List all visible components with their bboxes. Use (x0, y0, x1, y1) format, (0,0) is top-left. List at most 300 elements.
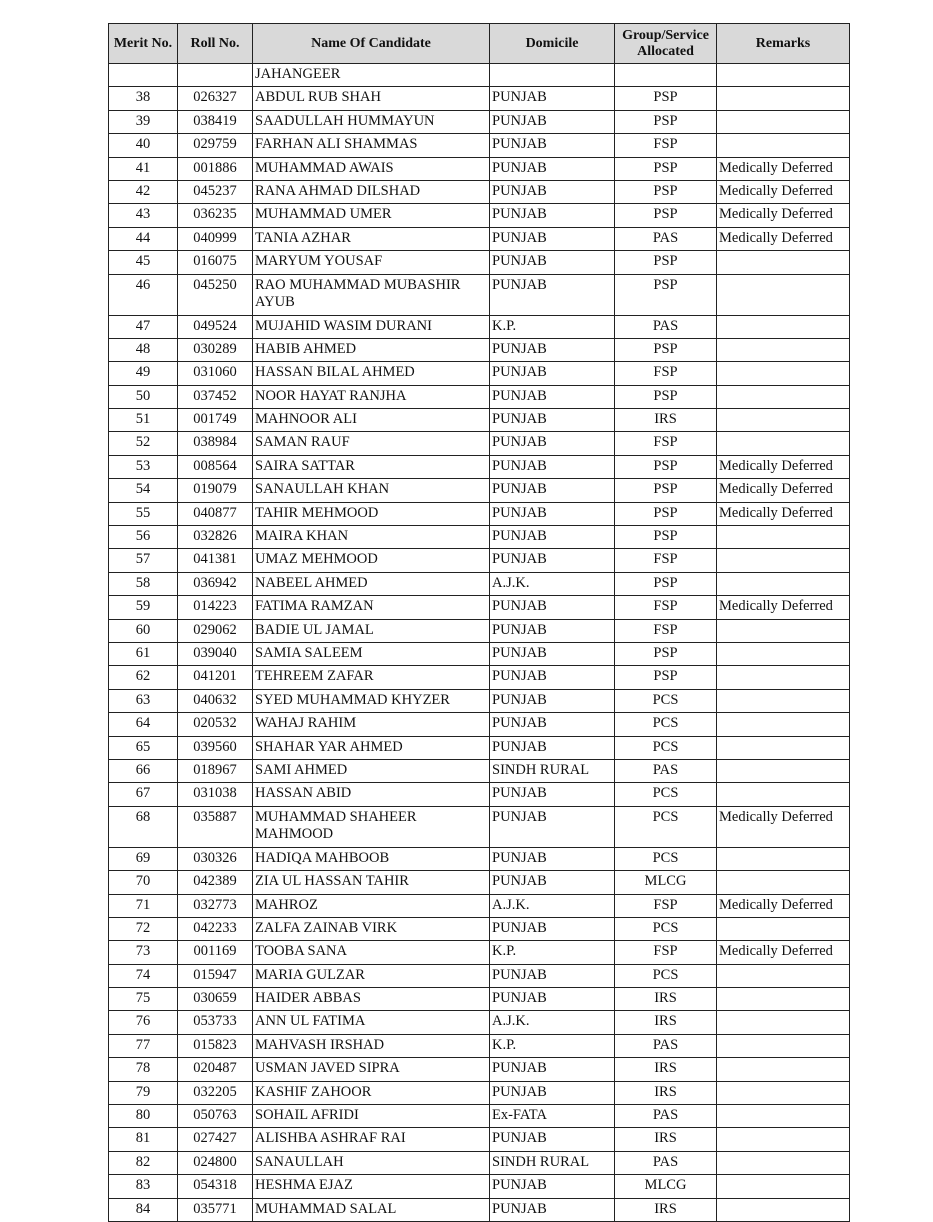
candidate-name-cell: FARHAN ALI SHAMMAS (253, 134, 490, 157)
merit-no-cell: 41 (109, 157, 178, 180)
merit-no-cell: 83 (109, 1175, 178, 1198)
table-row (109, 134, 850, 157)
domicile-cell: PUNJAB (490, 385, 615, 408)
roll-no-cell: 015823 (178, 1034, 253, 1057)
merit-no-cell: 57 (109, 549, 178, 572)
remarks-cell: Medically Deferred (717, 806, 850, 847)
domicile-cell: PUNJAB (490, 666, 615, 689)
domicile-cell: A.J.K. (490, 894, 615, 917)
merit-no-cell: 65 (109, 736, 178, 759)
candidate-name-cell: HAIDER ABBAS (253, 988, 490, 1011)
merit-no-cell: 84 (109, 1198, 178, 1221)
roll-no-cell: 018967 (178, 759, 253, 782)
group-service-cell: PCS (615, 917, 717, 940)
merit-no-cell: 54 (109, 479, 178, 502)
table-row (109, 941, 850, 964)
remarks-cell: Medically Deferred (717, 455, 850, 478)
candidate-name-cell: NOOR HAYAT RANJHA (253, 385, 490, 408)
roll-no-cell: 039040 (178, 642, 253, 665)
group-service-cell: PSP (615, 157, 717, 180)
candidate-name-cell: TAHIR MEHMOOD (253, 502, 490, 525)
candidate-name-cell: HADIQA MAHBOOB (253, 847, 490, 870)
roll-no-cell: 039560 (178, 736, 253, 759)
remarks-cell (717, 871, 850, 894)
remarks-cell (717, 736, 850, 759)
merit-no-cell: 80 (109, 1105, 178, 1128)
group-service-cell: FSP (615, 941, 717, 964)
remarks-cell (717, 1081, 850, 1104)
table-row (109, 642, 850, 665)
table-row (109, 479, 850, 502)
merit-no-cell: 38 (109, 87, 178, 110)
table-row (109, 736, 850, 759)
merit-no-cell: 70 (109, 871, 178, 894)
table-row (109, 362, 850, 385)
header-group-service: Group/Service Allocated (615, 24, 717, 64)
candidate-name-cell: HABIB AHMED (253, 338, 490, 361)
merit-no-cell: 68 (109, 806, 178, 847)
merit-no-cell: 51 (109, 409, 178, 432)
roll-no-cell: 041381 (178, 549, 253, 572)
group-service-cell: FSP (615, 432, 717, 455)
roll-no-cell: 038984 (178, 432, 253, 455)
table-row (109, 409, 850, 432)
candidate-name-cell: MUHAMMAD SHAHEER MAHMOOD (253, 806, 490, 847)
merit-no-cell: 76 (109, 1011, 178, 1034)
roll-no-cell: 031038 (178, 783, 253, 806)
group-service-cell: MLCG (615, 1175, 717, 1198)
group-service-cell: PSP (615, 479, 717, 502)
roll-no-cell: 001749 (178, 409, 253, 432)
domicile-cell: PUNJAB (490, 157, 615, 180)
merit-no-cell: 72 (109, 917, 178, 940)
group-service-cell: FSP (615, 549, 717, 572)
group-service-cell: PSP (615, 455, 717, 478)
roll-no-cell: 019079 (178, 479, 253, 502)
table-row (109, 964, 850, 987)
roll-no-cell: 001886 (178, 157, 253, 180)
domicile-cell: PUNJAB (490, 274, 615, 315)
group-service-cell: PSP (615, 338, 717, 361)
domicile-cell: K.P. (490, 1034, 615, 1057)
domicile-cell: PUNJAB (490, 227, 615, 250)
merit-no-cell: 71 (109, 894, 178, 917)
table-row (109, 64, 850, 87)
table-row (109, 988, 850, 1011)
group-service-cell: PCS (615, 736, 717, 759)
remarks-cell: Medically Deferred (717, 479, 850, 502)
merit-list-table (108, 23, 850, 1222)
candidate-name-cell: SYED MUHAMMAD KHYZER (253, 689, 490, 712)
merit-no-cell: 59 (109, 596, 178, 619)
table-row (109, 1011, 850, 1034)
roll-no-cell: 045237 (178, 180, 253, 203)
merit-no-cell: 81 (109, 1128, 178, 1151)
roll-no-cell: 035771 (178, 1198, 253, 1221)
remarks-cell (717, 689, 850, 712)
remarks-cell (717, 917, 850, 940)
roll-no-cell: 008564 (178, 455, 253, 478)
domicile-cell: PUNJAB (490, 180, 615, 203)
table-row (109, 596, 850, 619)
roll-no-cell: 032826 (178, 526, 253, 549)
domicile-cell: PUNJAB (490, 847, 615, 870)
table-row (109, 180, 850, 203)
group-service-cell: PCS (615, 713, 717, 736)
remarks-cell: Medically Deferred (717, 157, 850, 180)
remarks-cell (717, 1128, 850, 1151)
group-service-cell: PSP (615, 110, 717, 133)
merit-no-cell: 64 (109, 713, 178, 736)
remarks-cell (717, 64, 850, 87)
roll-no-cell: 031060 (178, 362, 253, 385)
domicile-cell: PUNJAB (490, 338, 615, 361)
remarks-cell (717, 847, 850, 870)
table-row (109, 502, 850, 525)
roll-no-cell: 024800 (178, 1151, 253, 1174)
table-row (109, 1198, 850, 1221)
table-row (109, 1151, 850, 1174)
candidate-name-cell: MARYUM YOUSAF (253, 251, 490, 274)
merit-no-cell: 46 (109, 274, 178, 315)
remarks-cell (717, 110, 850, 133)
merit-no-cell: 60 (109, 619, 178, 642)
merit-no-cell: 55 (109, 502, 178, 525)
roll-no-cell: 001169 (178, 941, 253, 964)
candidate-name-cell: ABDUL RUB SHAH (253, 87, 490, 110)
domicile-cell: PUNJAB (490, 964, 615, 987)
domicile-cell: PUNJAB (490, 502, 615, 525)
domicile-cell: PUNJAB (490, 619, 615, 642)
header-merit-no: Merit No. (109, 24, 178, 64)
candidate-name-cell: WAHAJ RAHIM (253, 713, 490, 736)
table-row (109, 689, 850, 712)
table-row (109, 315, 850, 338)
table-row (109, 110, 850, 133)
domicile-cell: PUNJAB (490, 1081, 615, 1104)
roll-no-cell: 035887 (178, 806, 253, 847)
remarks-cell (717, 362, 850, 385)
roll-no-cell: 020487 (178, 1058, 253, 1081)
table-row (109, 274, 850, 315)
table-row (109, 455, 850, 478)
roll-no-cell: 026327 (178, 87, 253, 110)
group-service-cell: PAS (615, 1034, 717, 1057)
table-row (109, 432, 850, 455)
remarks-cell (717, 964, 850, 987)
group-service-cell: PAS (615, 227, 717, 250)
roll-no-cell: 020532 (178, 713, 253, 736)
merit-no-cell: 63 (109, 689, 178, 712)
remarks-cell (717, 409, 850, 432)
remarks-cell (717, 988, 850, 1011)
domicile-cell: PUNJAB (490, 549, 615, 572)
remarks-cell (717, 338, 850, 361)
domicile-cell: PUNJAB (490, 432, 615, 455)
remarks-cell (717, 251, 850, 274)
domicile-cell: SINDH RURAL (490, 759, 615, 782)
remarks-cell (717, 642, 850, 665)
candidate-name-cell: SAADULLAH HUMMAYUN (253, 110, 490, 133)
domicile-cell: PUNJAB (490, 917, 615, 940)
group-service-cell: PAS (615, 759, 717, 782)
merit-no-cell: 49 (109, 362, 178, 385)
candidate-name-cell: MAHROZ (253, 894, 490, 917)
remarks-cell (717, 315, 850, 338)
remarks-cell (717, 619, 850, 642)
header-domicile: Domicile (490, 24, 615, 64)
roll-no-cell: 016075 (178, 251, 253, 274)
candidate-name-cell: TEHREEM ZAFAR (253, 666, 490, 689)
domicile-cell: PUNJAB (490, 455, 615, 478)
candidate-name-cell: SANAULLAH KHAN (253, 479, 490, 502)
group-service-cell: PSP (615, 502, 717, 525)
domicile-cell (490, 64, 615, 87)
header-roll-no: Roll No. (178, 24, 253, 64)
table-row (109, 871, 850, 894)
roll-no-cell: 038419 (178, 110, 253, 133)
candidate-name-cell: HASSAN ABID (253, 783, 490, 806)
domicile-cell: A.J.K. (490, 572, 615, 595)
domicile-cell: PUNJAB (490, 713, 615, 736)
candidate-name-cell: MUHAMMAD AWAIS (253, 157, 490, 180)
remarks-cell (717, 783, 850, 806)
group-service-cell: PSP (615, 274, 717, 315)
group-service-cell: IRS (615, 1198, 717, 1221)
group-service-cell: IRS (615, 988, 717, 1011)
domicile-cell: PUNJAB (490, 1198, 615, 1221)
candidate-name-cell: SAIRA SATTAR (253, 455, 490, 478)
remarks-cell: Medically Deferred (717, 227, 850, 250)
candidate-name-cell: TANIA AZHAR (253, 227, 490, 250)
domicile-cell: PUNJAB (490, 134, 615, 157)
remarks-cell: Medically Deferred (717, 941, 850, 964)
roll-no-cell: 050763 (178, 1105, 253, 1128)
table-row (109, 385, 850, 408)
domicile-cell: PUNJAB (490, 251, 615, 274)
merit-no-cell: 45 (109, 251, 178, 274)
table-row (109, 847, 850, 870)
candidate-name-cell: ALISHBA ASHRAF RAI (253, 1128, 490, 1151)
table-row (109, 526, 850, 549)
candidate-name-cell: HESHMA EJAZ (253, 1175, 490, 1198)
candidate-name-cell: RANA AHMAD DILSHAD (253, 180, 490, 203)
candidate-name-cell: USMAN JAVED SIPRA (253, 1058, 490, 1081)
domicile-cell: PUNJAB (490, 1058, 615, 1081)
table-row (109, 619, 850, 642)
candidate-name-cell: UMAZ MEHMOOD (253, 549, 490, 572)
group-service-cell: FSP (615, 619, 717, 642)
roll-no-cell: 029062 (178, 619, 253, 642)
table-row (109, 1105, 850, 1128)
merit-no-cell: 48 (109, 338, 178, 361)
remarks-cell: Medically Deferred (717, 204, 850, 227)
roll-no-cell: 040877 (178, 502, 253, 525)
table-row (109, 917, 850, 940)
domicile-cell: PUNJAB (490, 642, 615, 665)
merit-no-cell: 53 (109, 455, 178, 478)
remarks-cell (717, 1105, 850, 1128)
candidate-name-cell: FATIMA RAMZAN (253, 596, 490, 619)
merit-no-cell: 56 (109, 526, 178, 549)
table-row (109, 157, 850, 180)
group-service-cell: PSP (615, 251, 717, 274)
domicile-cell: PUNJAB (490, 204, 615, 227)
remarks-cell (717, 87, 850, 110)
domicile-cell: PUNJAB (490, 362, 615, 385)
candidate-name-cell: MUJAHID WASIM DURANI (253, 315, 490, 338)
merit-no-cell: 43 (109, 204, 178, 227)
roll-no-cell: 032205 (178, 1081, 253, 1104)
group-service-cell: PSP (615, 87, 717, 110)
merit-no-cell: 61 (109, 642, 178, 665)
roll-no-cell: 032773 (178, 894, 253, 917)
group-service-cell: PCS (615, 964, 717, 987)
candidate-name-cell: SAMAN RAUF (253, 432, 490, 455)
merit-no-cell: 77 (109, 1034, 178, 1057)
remarks-cell (717, 549, 850, 572)
roll-no-cell: 053733 (178, 1011, 253, 1034)
group-service-cell: PCS (615, 806, 717, 847)
roll-no-cell: 037452 (178, 385, 253, 408)
remarks-cell (717, 1175, 850, 1198)
group-service-cell: IRS (615, 1081, 717, 1104)
candidate-name-cell: TOOBA SANA (253, 941, 490, 964)
roll-no-cell: 036235 (178, 204, 253, 227)
remarks-cell (717, 1198, 850, 1221)
candidate-name-cell: ZALFA ZAINAB VIRK (253, 917, 490, 940)
candidate-name-cell: MAIRA KHAN (253, 526, 490, 549)
merit-no-cell: 75 (109, 988, 178, 1011)
table-row (109, 204, 850, 227)
merit-no-cell: 44 (109, 227, 178, 250)
table-row (109, 894, 850, 917)
roll-no-cell: 036942 (178, 572, 253, 595)
group-service-cell: PSP (615, 526, 717, 549)
candidate-name-cell: MAHVASH IRSHAD (253, 1034, 490, 1057)
remarks-cell (717, 572, 850, 595)
group-service-cell: FSP (615, 362, 717, 385)
candidate-name-cell: JAHANGEER (253, 64, 490, 87)
domicile-cell: PUNJAB (490, 689, 615, 712)
group-service-cell: IRS (615, 1058, 717, 1081)
candidate-name-cell: SOHAIL AFRIDI (253, 1105, 490, 1128)
remarks-cell: Medically Deferred (717, 502, 850, 525)
table-row (109, 251, 850, 274)
remarks-cell (717, 1151, 850, 1174)
group-service-cell: FSP (615, 134, 717, 157)
roll-no-cell: 049524 (178, 315, 253, 338)
table-row (109, 227, 850, 250)
table-row (109, 1081, 850, 1104)
roll-no-cell: 045250 (178, 274, 253, 315)
domicile-cell: PUNJAB (490, 596, 615, 619)
candidate-name-cell: RAO MUHAMMAD MUBASHIR AYUB (253, 274, 490, 315)
domicile-cell: K.P. (490, 941, 615, 964)
domicile-cell: PUNJAB (490, 479, 615, 502)
candidate-name-cell: SAMI AHMED (253, 759, 490, 782)
roll-no-cell: 014223 (178, 596, 253, 619)
merit-no-cell: 67 (109, 783, 178, 806)
domicile-cell: A.J.K. (490, 1011, 615, 1034)
group-service-cell: PAS (615, 315, 717, 338)
merit-no-cell: 50 (109, 385, 178, 408)
remarks-cell (717, 1034, 850, 1057)
group-service-cell: IRS (615, 1011, 717, 1034)
domicile-cell: PUNJAB (490, 736, 615, 759)
merit-no-cell: 39 (109, 110, 178, 133)
domicile-cell: PUNJAB (490, 988, 615, 1011)
remarks-cell (717, 526, 850, 549)
roll-no-cell: 027427 (178, 1128, 253, 1151)
group-service-cell: IRS (615, 1128, 717, 1151)
remarks-cell: Medically Deferred (717, 596, 850, 619)
roll-no-cell: 030326 (178, 847, 253, 870)
remarks-cell (717, 385, 850, 408)
roll-no-cell: 030289 (178, 338, 253, 361)
group-service-cell: FSP (615, 894, 717, 917)
domicile-cell: PUNJAB (490, 526, 615, 549)
merit-no-cell: 42 (109, 180, 178, 203)
domicile-cell: PUNJAB (490, 409, 615, 432)
header-candidate-name: Name Of Candidate (253, 24, 490, 64)
merit-no-cell: 58 (109, 572, 178, 595)
group-service-cell: IRS (615, 409, 717, 432)
group-service-cell: PCS (615, 689, 717, 712)
remarks-cell (717, 432, 850, 455)
candidate-name-cell: ANN UL FATIMA (253, 1011, 490, 1034)
domicile-cell: K.P. (490, 315, 615, 338)
merit-no-cell: 79 (109, 1081, 178, 1104)
group-service-cell: PAS (615, 1151, 717, 1174)
remarks-cell (717, 666, 850, 689)
merit-no-cell: 52 (109, 432, 178, 455)
domicile-cell: Ex-FATA (490, 1105, 615, 1128)
candidate-name-cell: BADIE UL JAMAL (253, 619, 490, 642)
roll-no-cell: 041201 (178, 666, 253, 689)
domicile-cell: PUNJAB (490, 1175, 615, 1198)
roll-no-cell: 029759 (178, 134, 253, 157)
merit-no-cell: 82 (109, 1151, 178, 1174)
domicile-cell: PUNJAB (490, 871, 615, 894)
group-service-cell: PSP (615, 204, 717, 227)
header-row (109, 24, 850, 64)
group-service-cell: PSP (615, 642, 717, 665)
candidate-name-cell: MAHNOOR ALI (253, 409, 490, 432)
merit-no-cell: 47 (109, 315, 178, 338)
table-row (109, 338, 850, 361)
roll-no-cell: 042389 (178, 871, 253, 894)
group-service-cell: PCS (615, 847, 717, 870)
candidate-name-cell: MUHAMMAD SALAL (253, 1198, 490, 1221)
table-row (109, 87, 850, 110)
domicile-cell: PUNJAB (490, 1128, 615, 1151)
table-body (109, 64, 850, 1222)
roll-no-cell: 040999 (178, 227, 253, 250)
table-row (109, 1058, 850, 1081)
candidate-name-cell: KASHIF ZAHOOR (253, 1081, 490, 1104)
merit-no-cell: 73 (109, 941, 178, 964)
roll-no-cell: 040632 (178, 689, 253, 712)
table-row (109, 1034, 850, 1057)
table-row (109, 666, 850, 689)
header-remarks: Remarks (717, 24, 850, 64)
group-service-cell: FSP (615, 596, 717, 619)
remarks-cell (717, 1058, 850, 1081)
remarks-cell (717, 274, 850, 315)
domicile-cell: PUNJAB (490, 87, 615, 110)
merit-no-cell: 62 (109, 666, 178, 689)
